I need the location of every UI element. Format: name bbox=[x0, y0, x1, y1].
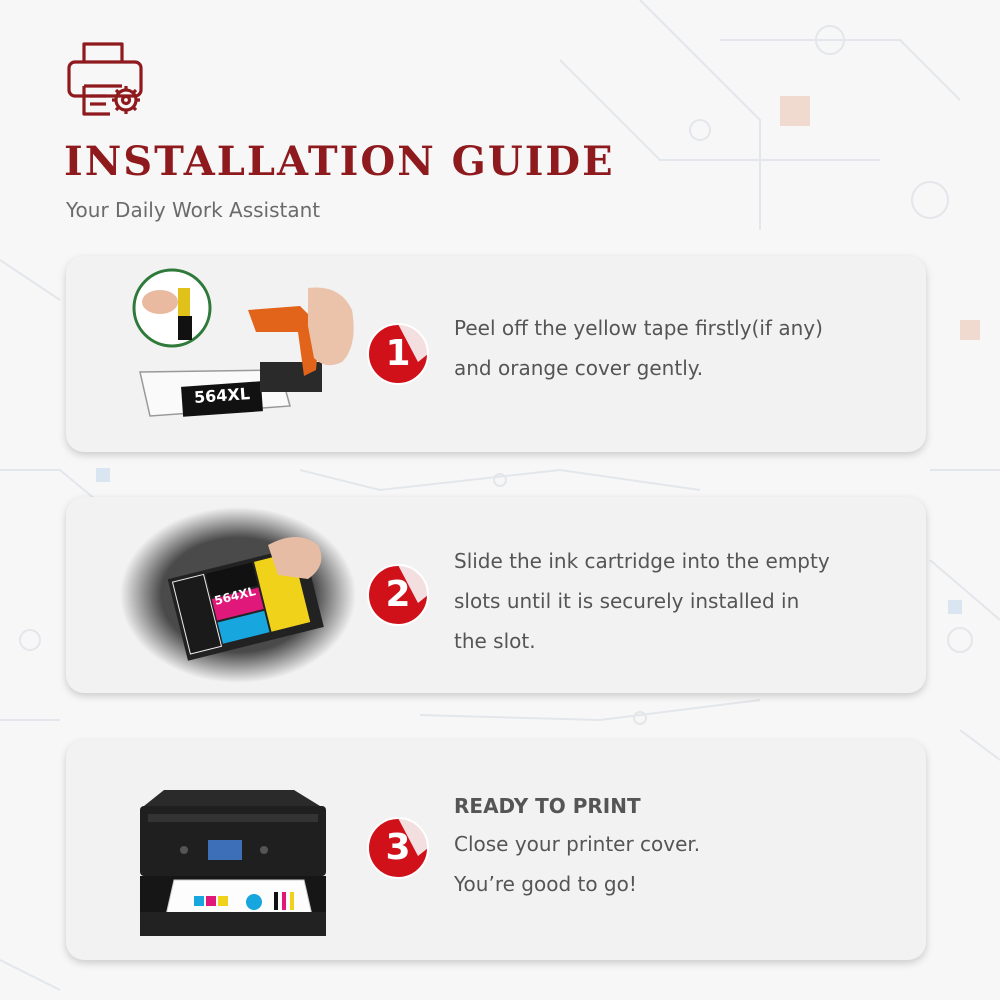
step-1-line-1: Peel off the yellow tape firstly(if any) bbox=[454, 316, 823, 340]
printer-settings-icon bbox=[66, 40, 148, 118]
printer-printing-image bbox=[134, 784, 334, 944]
step-card-2 bbox=[66, 497, 926, 693]
page-title: INSTALLATION GUIDE bbox=[64, 138, 615, 185]
cartridge-label: 564XL bbox=[212, 584, 258, 608]
step-2-text bbox=[454, 541, 894, 661]
step-2-line-3: the slot. bbox=[454, 629, 536, 653]
step-2-line-1: Slide the ink cartridge into the empty bbox=[454, 549, 830, 573]
cartridge-with-orange-cover-image bbox=[130, 266, 360, 442]
step-1-number: 1 bbox=[385, 333, 411, 374]
step-3-line-1: Close your printer cover. bbox=[454, 832, 701, 856]
step-3-line-2: You’re good to go! bbox=[454, 872, 637, 896]
step-3-number: 3 bbox=[385, 827, 411, 868]
step-card-1 bbox=[66, 256, 926, 452]
step-3-heading: READY TO PRINT bbox=[454, 794, 641, 818]
step-3-text bbox=[454, 788, 894, 904]
step-2-line-2: slots until it is securely installed in bbox=[454, 589, 800, 613]
page-subtitle: Your Daily Work Assistant bbox=[66, 198, 321, 222]
step-card-3 bbox=[66, 740, 926, 960]
step-1-text bbox=[454, 308, 894, 388]
step-1-line-2: and orange cover gently. bbox=[454, 356, 704, 380]
step-2-number: 2 bbox=[385, 574, 411, 615]
cartridge-label: 564XL bbox=[193, 384, 251, 407]
